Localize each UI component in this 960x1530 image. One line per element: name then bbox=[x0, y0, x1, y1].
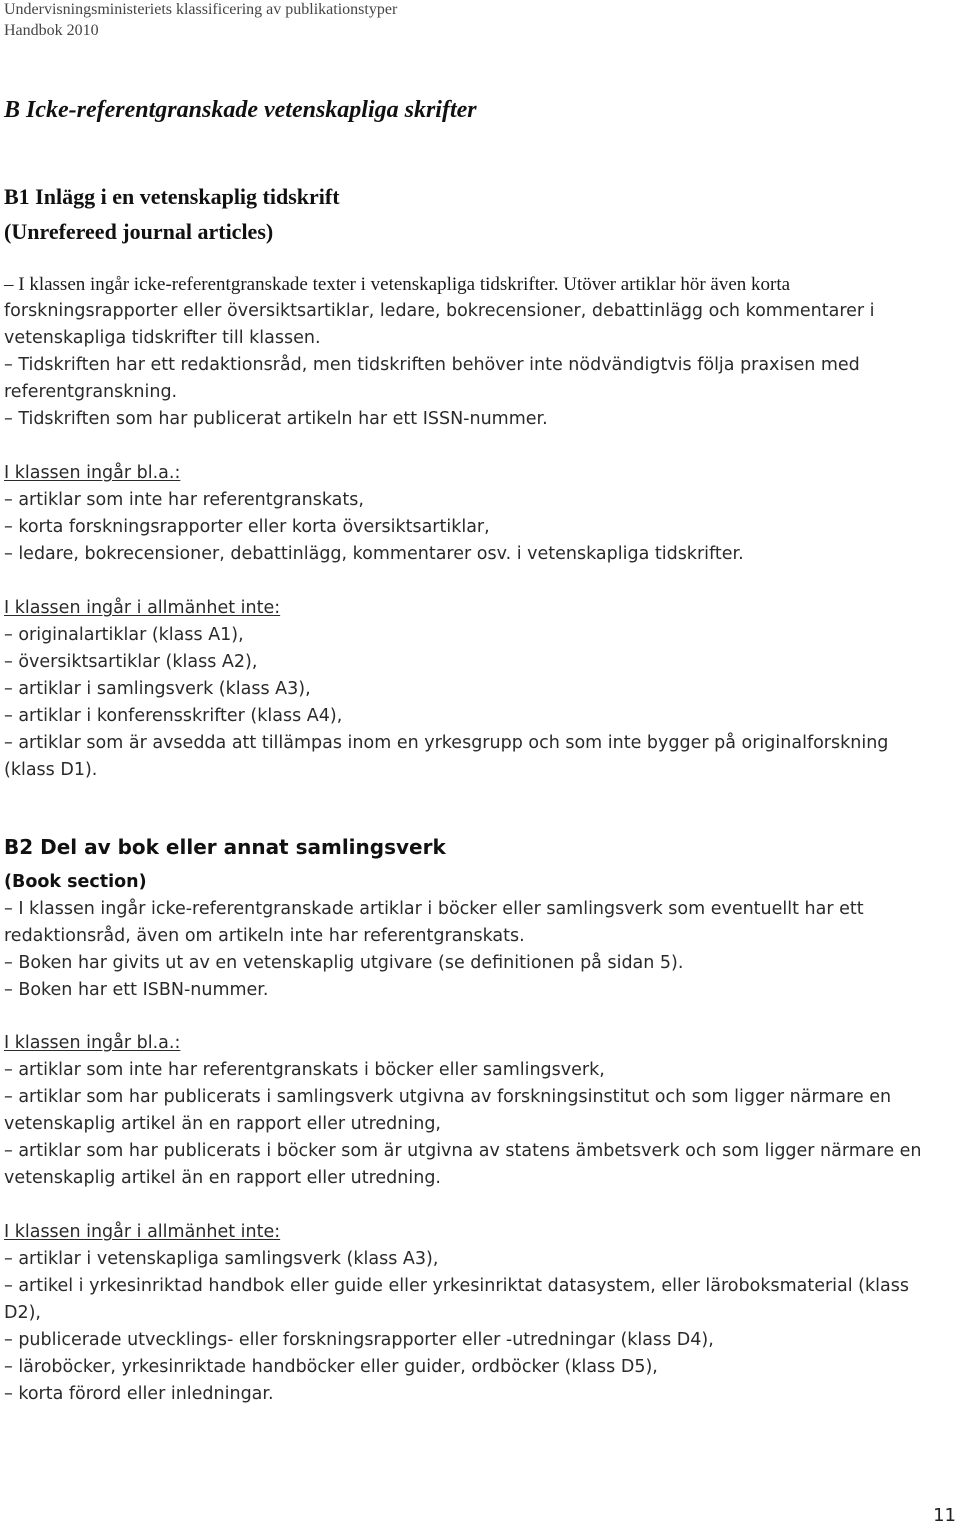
page-number: 11 bbox=[933, 1505, 956, 1526]
b2-excludes-item: – publicerade utvecklings- eller forskningsrapporter eller -utredningar (klass D4), bbox=[4, 1330, 714, 1350]
b2-includes-item: – artiklar som har publicerats i böcker som är utgivna av statens ämbetsverk och som ligger närmare en bbox=[4, 1141, 922, 1161]
b2-includes-item: – artiklar som inte har referentgranskats i böcker eller samlingsverk, bbox=[4, 1060, 605, 1080]
b1-text-line: forskningsrapporter eller översiktsartiklar, ledare, bokrecensioner, debattinlägg och kommentarer i bbox=[4, 301, 875, 321]
b1-text-line: vetenskapliga tidskrifter till klassen. bbox=[4, 328, 321, 348]
b1-excludes-item: – översiktsartiklar (klass A2), bbox=[4, 652, 258, 672]
b2-excludes-label: I klassen ingår i allmänhet inte: bbox=[4, 1222, 281, 1242]
b2-excludes-item: – korta förord eller inledningar. bbox=[4, 1384, 274, 1404]
b1-text-line: referentgranskning. bbox=[4, 382, 178, 402]
b2-includes-item: vetenskaplig artikel än en rapport eller utredning, bbox=[4, 1114, 441, 1134]
b1-excludes-item: – originalartiklar (klass A1), bbox=[4, 625, 244, 645]
b2-text-line: – Boken har givits ut av en vetenskaplig utgivare (se definitionen på sidan 5). bbox=[4, 953, 684, 973]
b1-excludes-item: – artiklar i konferensskrifter (klass A4), bbox=[4, 706, 343, 726]
b2-text-line: – Boken har ett ISBN-nummer. bbox=[4, 980, 269, 1000]
b1-excludes-item: (klass D1). bbox=[4, 760, 98, 780]
b2-includes-label: I klassen ingår bl.a.: bbox=[4, 1033, 181, 1053]
b2-text-line: redaktionsråd, även om artikeln inte har referentgranskats. bbox=[4, 926, 525, 946]
b1-subheading: (Unrefereed journal articles) bbox=[4, 219, 274, 244]
b1-includes-item: – ledare, bokrecensioner, debattinlägg, kommentarer osv. i vetenskapliga tidskrifter. bbox=[4, 544, 744, 564]
b1-text-line: – Tidskriften har ett redaktionsråd, men tidskriften behöver inte nödvändigtvis följa praxisen med bbox=[4, 355, 860, 375]
b1-excludes-item: – artiklar i samlingsverk (klass A3), bbox=[4, 679, 311, 699]
b2-text-line: – I klassen ingår icke-referentgranskade artiklar i böcker eller samlingsverk som eventuellt har ett bbox=[4, 899, 864, 919]
b2-subheading: (Book section) bbox=[4, 872, 147, 892]
b1-includes-label: I klassen ingår bl.a.: bbox=[4, 463, 181, 483]
b1-text-line: – I klassen ingår icke-referentgranskade texter i vetenskapliga tidskrifter. Utöver artiklar hör även korta bbox=[4, 274, 791, 295]
b2-excludes-item: D2), bbox=[4, 1303, 41, 1323]
section-title: B Icke-referentgranskade vetenskapliga skrifter bbox=[4, 97, 477, 123]
b1-text-line: – Tidskriften som har publicerat artikeln har ett ISSN-nummer. bbox=[4, 409, 548, 429]
b2-includes-item: – artiklar som har publicerats i samlingsverk utgivna av forskningsinstitut och som ligger närmare en bbox=[4, 1087, 892, 1107]
b1-heading: B1 Inlägg i en vetenskaplig tidskrift bbox=[4, 184, 340, 209]
b1-excludes-item: – artiklar som är avsedda att tillämpas inom en yrkesgrupp och som inte bygger på originalforskning bbox=[4, 733, 889, 753]
b2-excludes-item: – artikel i yrkesinriktad handbok eller guide eller yrkesinriktat datasystem, eller läroboksmaterial (klass bbox=[4, 1276, 909, 1296]
b2-includes-item: vetenskaplig artikel än en rapport eller utredning. bbox=[4, 1168, 441, 1188]
b1-excludes-label: I klassen ingår i allmänhet inte: bbox=[4, 598, 281, 618]
b1-includes-item: – artiklar som inte har referentgranskats, bbox=[4, 490, 364, 510]
b2-excludes-item: – artiklar i vetenskapliga samlingsverk (klass A3), bbox=[4, 1249, 439, 1269]
b1-includes-item: – korta forskningsrapporter eller korta översiktsartiklar, bbox=[4, 517, 490, 537]
running-header-subtitle: Handbok 2010 bbox=[4, 22, 99, 39]
running-header-title: Undervisningsministeriets klassificering av publikationstyper bbox=[4, 1, 398, 18]
b2-excludes-item: – läroböcker, yrkesinriktade handböcker eller guider, ordböcker (klass D5), bbox=[4, 1357, 658, 1377]
b2-heading: B2 Del av bok eller annat samlingsverk bbox=[4, 835, 446, 859]
